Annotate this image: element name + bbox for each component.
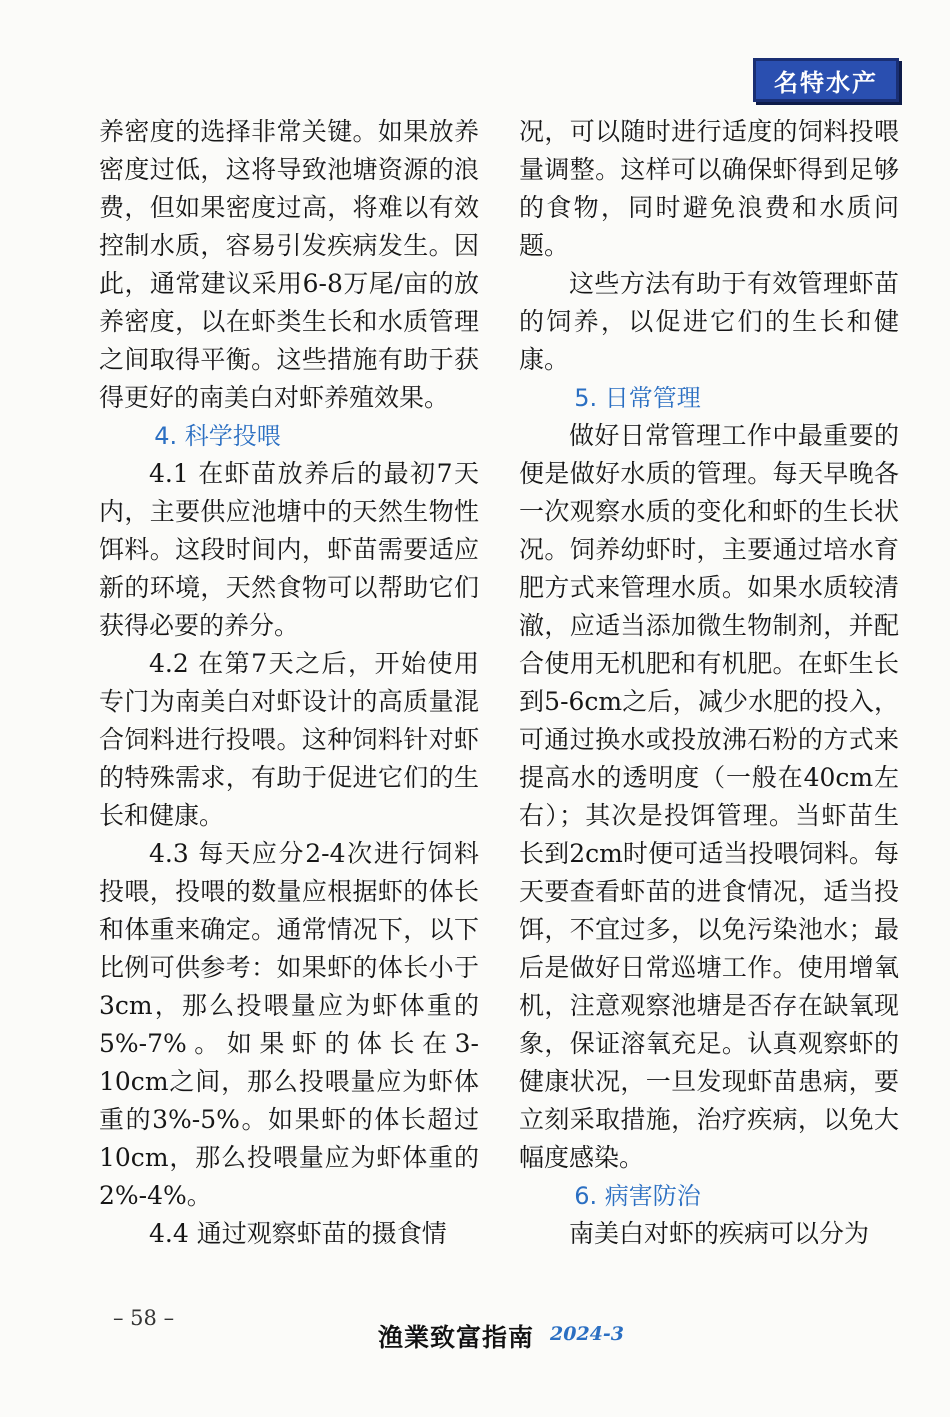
paragraph: 4.3 每天应分2-4次进行饲料投喂，投喂的数量应根据虾的体长和体重来确定。通常情况下，以下比例可供参考：如果虾的体长小于3cm，那么投喂量应为虾体重的5%-7%。如果虾的体长在3-10cm之间，那么投喂量应为虾体重的3%-5%。如果虾的体长超过10cm，那么投喂量应为虾体重的2%-4%。 xyxy=(99,839,479,1210)
paragraph: 4.1 在虾苗放养后的最初7天内，主要供应池塘中的天然生物性饵料。这段时间内，虾苗需要适应新的环境，天然食物可以帮助它们获得必要的养分。 xyxy=(99,459,479,640)
paragraph: 养密度的选择非常关键。如果放养密度过低，这将导致池塘资源的浪费，但如果密度过高，将难以有效控制水质，容易引发疾病发生。因此，通常建议采用6-8万尾/亩的放养密度，以在虾类生长和水质管理之间取得平衡。这些措施有助于获得更好的南美白对虾养殖效果。 xyxy=(99,117,479,412)
magazine-title: 渔業致富指南 xyxy=(378,1323,535,1352)
section-badge: 名特水产 xyxy=(753,58,899,102)
section-heading-5: 5. 日常管理 xyxy=(574,384,701,412)
issue-number: 2024-3 xyxy=(550,1323,624,1345)
paragraph: 况，可以随时进行适度的饲料投喂量调整。这样可以确保虾得到足够的食物，同时避免浪费和水质问题。 xyxy=(519,117,899,260)
section-heading-6: 6. 病害防治 xyxy=(574,1182,701,1210)
paragraph: 4.4 通过观察虾苗的摄食情 xyxy=(149,1219,447,1248)
section-heading-4: 4. 科学投喂 xyxy=(154,422,281,450)
left-column xyxy=(99,113,479,1253)
paragraph: 这些方法有助于有效管理虾苗的饲养，以促进它们的生长和健康。 xyxy=(519,269,899,374)
right-column xyxy=(519,113,899,1253)
page-number: – 58 – xyxy=(113,1306,175,1330)
paragraph: 南美白对虾的疾病可以分为 xyxy=(569,1219,870,1248)
paragraph: 4.2 在第7天之后，开始使用专门为南美白对虾设计的高质量混合饲料进行投喂。这种饲料针对虾的特殊需求，有助于促进它们的生长和健康。 xyxy=(99,649,479,830)
paragraph: 做好日常管理工作中最重要的便是做好水质的管理。每天早晚各一次观察水质的变化和虾的生长状况。饲养幼虾时，主要通过培水育肥方式来管理水质。如果水质较清澈，应适当添加微生物制剂，并配合使用无机肥和有机肥。在虾生长到5-6cm之后，减少水肥的投入，可通过换水或投放沸石粉的方式来提高水的透明度（一般在40cm左右）；其次是投饵管理。当虾苗生长到2cm时便可适当投喂饲料。每天要查看虾苗的进食情况，适当投饵，不宜过多，以免污染池水；最后是做好日常巡塘工作。使用增氧机，注意观察池塘是否存在缺氧现象，保证溶氧充足。认真观察虾的健康状况，一旦发现虾苗患病，要立刻采取措施，治疗疾病，以免大幅度感染。 xyxy=(519,421,899,1172)
